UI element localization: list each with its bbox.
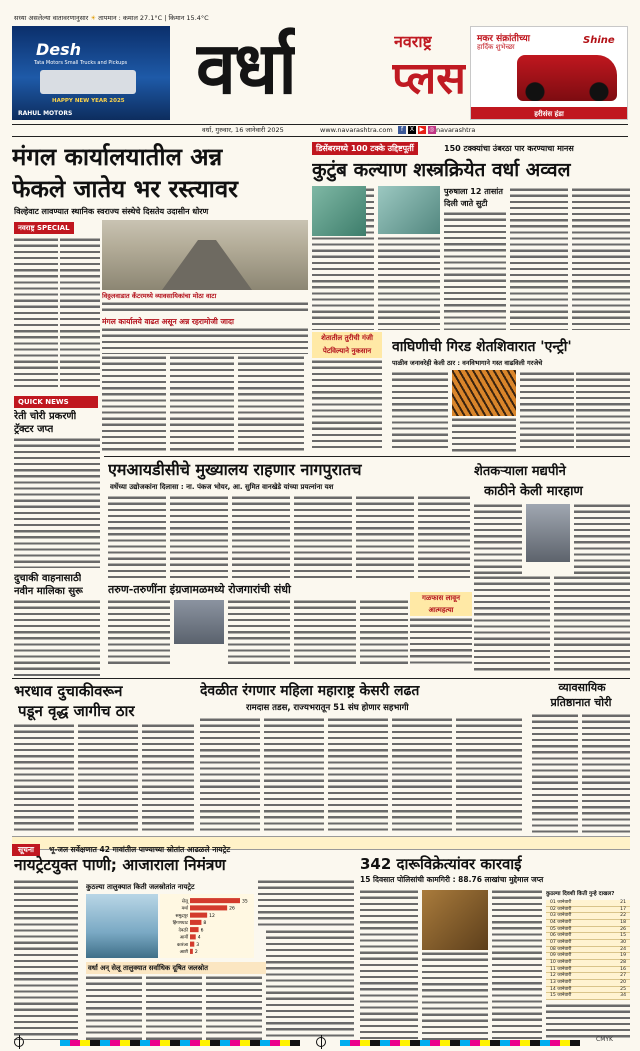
quick-news-label: QUICK NEWS: [14, 396, 98, 408]
table-cell-count: 30: [620, 940, 626, 945]
quick1-headline-line2: ट्रॅक्टर जप्त: [14, 424, 54, 435]
story7-headline: तरुण-तरुणींना इंग्रजामळमध्ये रोजगारांची संधी: [108, 583, 291, 596]
registration-mark-left: [14, 1037, 24, 1047]
instagram-icon: ◎: [429, 126, 435, 133]
table-cell-count: 22: [620, 913, 626, 919]
table-cell-date: 12 जानेवारी: [550, 973, 572, 979]
story3-body-col3: [520, 372, 574, 452]
story11-body-col3: [146, 976, 202, 1040]
story8-body-col2: [78, 724, 138, 834]
story2-kicker2: 150 टक्क्यांचा उंबरठा पार करण्याचा मानस: [444, 144, 574, 153]
dateline-rule-bottom: [12, 136, 628, 137]
story8-headline: भरधाव दुचाकीवरून: [14, 682, 123, 700]
story5-body-col1: [108, 496, 166, 580]
table-cell-count: 34: [620, 993, 626, 999]
notice-label: सूचना: [12, 844, 40, 856]
temperature-readout: तापमान : कमाल 27.1°C | किमान 15.4°C: [98, 14, 209, 22]
table-cell-date: 10 जानेवारी: [550, 960, 572, 965]
table-cell-date: 05 जानेवारी: [550, 926, 572, 932]
story7-body-col3: [294, 600, 356, 664]
story11-side-text: [258, 880, 354, 928]
story10-headline: व्यावसायिक: [558, 681, 606, 694]
chart-bar: [190, 913, 207, 918]
story6-headline-line2: काठीने केली मारहाण: [484, 484, 583, 499]
notice-text: भू-जल सर्वेक्षणात 42 गावांतील पाण्याच्या स्रोतांत आढळले नायट्रेट: [49, 845, 231, 854]
chart-bar: [190, 949, 193, 954]
chart-bar: [190, 920, 201, 925]
chart-category-label: आर्वी: [179, 935, 188, 941]
story4-box-line2: पेटविल्याने नुकसान: [322, 347, 372, 355]
table-cell-date: 15 जानेवारी: [550, 993, 572, 999]
chart-category-label: आष्टी: [179, 950, 188, 956]
tata-motors-ad: [12, 26, 170, 120]
quick2-headline: दुचाकी वाहनासाठी: [14, 573, 82, 584]
story12-bottles-photo: [422, 890, 488, 950]
chart-value-label: 26: [229, 906, 235, 912]
chart-bar: [190, 927, 199, 932]
dateline-website: www.navarashtra.com: [320, 126, 393, 134]
table-cell-count: 17: [620, 906, 626, 912]
table-cell-date: 07 जानेवारी: [550, 940, 572, 945]
story9-headline: देवळीत रंगणार महिला महाराष्ट्र केसरी लढत: [200, 683, 420, 699]
chart-value-label: 12: [209, 913, 215, 919]
chart-value-label: 35: [242, 899, 248, 905]
table-cell-date: 11 जानेवारी: [550, 966, 572, 972]
story7-box: [410, 592, 472, 616]
weather-bar: [14, 12, 214, 24]
story12-body-col3: [492, 890, 542, 1040]
story6-body-col2: [574, 504, 630, 574]
story1-headline-line2: फेकले जातेय भर रस्त्यावर: [12, 175, 238, 203]
x-icon: X: [409, 126, 414, 133]
table-row: [546, 953, 630, 960]
special-tag: नवराष्ट्र SPECIAL: [14, 222, 74, 234]
story1-road-photo: [102, 220, 308, 290]
table-cell-date: 04 जानेवारी: [550, 920, 572, 925]
chart-category-label: देवळी: [178, 928, 188, 934]
story1-body-col5: [170, 356, 234, 452]
story11-chart-title: कुठल्या तालुक्यात किती जलस्रोतांत नायट्रेट: [86, 883, 195, 891]
table-row: [546, 980, 630, 987]
hero-motorcycle-ad: [470, 26, 628, 120]
story7-side-body: [410, 618, 472, 664]
story3-body-col2: [452, 418, 516, 452]
table-row: [546, 900, 630, 907]
page-code: CMYK: [596, 1036, 613, 1043]
story6-body-col4: [554, 576, 630, 674]
dateline-date: वर्धा, गुरुवार, 16 जानेवारी 2025: [202, 126, 284, 134]
story5-body-col2: [170, 496, 228, 580]
table-cell-date: 03 जानेवारी: [550, 913, 572, 919]
story1-body-col3: [102, 328, 308, 354]
story7-box-line1: गळफास लावून: [422, 594, 460, 602]
table-cell-count: 27: [620, 973, 626, 979]
story2-body-col4: [510, 188, 568, 330]
table-row: [546, 940, 630, 947]
story3-tiger-photo: [452, 370, 516, 416]
ad-dealer-name: हरीसंस हंडा: [471, 107, 627, 120]
story1-caption-text: [102, 302, 308, 314]
table-cell-date: 14 जानेवारी: [550, 986, 572, 992]
story8-body-col1: [14, 724, 74, 834]
story9-body-col5: [456, 718, 522, 834]
chart-category-label: समुद्रपूर: [175, 913, 188, 919]
table-row: [546, 973, 630, 980]
story7-body-col1: [108, 600, 170, 664]
story5-subheadline: वर्धेच्या उद्योजकांना दिलासा : ना. पंकज भोयर, आ. सुमित वानखेडे यांच्या प्रयत्नांना यश: [110, 483, 334, 491]
story1-kicker: मंगल कार्यालये वाढत असून अन्न रहरामोजी जादा: [102, 317, 234, 326]
table-cell-count: 28: [620, 960, 626, 965]
masthead-logo: वर्धा: [196, 26, 295, 110]
color-bar: [60, 1040, 300, 1046]
table-cell-date: 13 जानेवारी: [550, 980, 572, 985]
chart-value-label: 6: [200, 928, 204, 934]
table-cell-count: 24: [620, 946, 626, 952]
story5-headline: एमआयडीसीचे मुख्यालय राहणार नागपुरातच: [108, 460, 362, 479]
story2-body-col3: [444, 212, 506, 330]
table-cell-count: 15: [620, 933, 626, 939]
nitrate-bar-chart: [160, 894, 254, 958]
quick1-headline: रेती चोरी प्रकरणी: [14, 411, 77, 422]
story10-body-col2: [582, 714, 630, 834]
story10-headline-line2: प्रतिष्ठानात चोरी: [550, 696, 612, 709]
social-icons: [398, 126, 436, 134]
table-cell-count: 25: [620, 986, 626, 992]
motorcycle-image: [517, 55, 617, 101]
story7-photo: [174, 600, 224, 644]
story12-subheadline: 15 दिवसात पोलिसांची कामगिरी : 88.76 लाखांचा मुद्देमाल जप्त: [360, 875, 544, 884]
table-cell-count: 21: [620, 900, 626, 905]
table-row: [546, 993, 630, 1000]
story2-kicker: डिसेंबरमध्ये 100 टक्के उद्दिष्टपूर्ती: [312, 142, 418, 155]
story7-box-line2: आत्महत्या: [428, 606, 454, 614]
story11-body-col2: [86, 976, 142, 1040]
story5-body-col4: [294, 496, 352, 580]
table-row: [546, 960, 630, 967]
story12-body-col1: [360, 890, 418, 1040]
chart-value-label: 2: [194, 950, 198, 956]
ad-dealer: RAHUL MOTORS: [18, 110, 73, 117]
story1-headline-line1: मंगल कार्यालयातील अन्न: [12, 143, 223, 171]
story2-headline: कुटुंब कल्याण शस्त्रक्रियेत वर्धा अव्वल: [312, 159, 571, 181]
story3-body-col4: [576, 372, 630, 452]
story4-box-line1: शेतातील तुरीची गंजी: [321, 334, 373, 342]
chart-value-label: 4: [197, 935, 201, 941]
table-row: [546, 933, 630, 940]
notice-bar: [12, 836, 630, 854]
table-cell-date: 01 जानेवारी: [550, 900, 572, 905]
ad-subtitle: Tata Motors Small Trucks and Pickups: [34, 60, 128, 66]
chart-value-label: 3: [196, 942, 200, 948]
chart-category-label: वर्धा: [181, 906, 188, 912]
table-cell-count: 18: [620, 920, 626, 925]
story5-top-rule: [104, 456, 630, 457]
story5-body-col3: [232, 496, 290, 580]
chart-category-label: सेलू: [181, 899, 188, 905]
ad-greeting-line1: मकर संक्रांतीच्या: [477, 34, 531, 44]
story2-box-line1: पुरुषाला 12 तासांत: [444, 187, 503, 196]
story9-body-col1: [200, 718, 260, 834]
chart-category-label: कारंजा: [177, 942, 188, 948]
ad-bike-name: Shine: [583, 35, 615, 46]
story4-body: [312, 360, 382, 452]
ad-greeting-line2: हार्दिक शुभेच्छा: [477, 43, 515, 51]
registration-mark-center: [316, 1037, 326, 1047]
row2-top-rule: [12, 678, 630, 679]
road-shape: [162, 240, 252, 290]
story11-water-photo: [86, 894, 158, 958]
story6-headline: शेतकऱ्याला मद्यपीने: [474, 464, 566, 479]
story11-box: वर्धा अन् सेलू तालुक्यात सर्वाधिक दूषित जलस्रोत: [86, 962, 266, 974]
story3-body-col1: [392, 372, 448, 452]
color-bar-right: [340, 1040, 580, 1046]
chart-bar: [190, 934, 196, 939]
masthead-brand-bottom: प्लस: [392, 53, 466, 104]
story9-subheadline: रामदास तडस, राज्यभरातून 51 संघ होणार सहभागी: [246, 703, 409, 713]
quick1-body: [14, 438, 100, 568]
story9-body-col2: [264, 718, 324, 834]
story5-body-col6: [418, 496, 470, 580]
story8-body-col3: [142, 724, 194, 834]
story10-body-col1: [532, 714, 578, 834]
story4-box: [312, 332, 382, 358]
table-cell-date: 08 जानेवारी: [550, 946, 572, 952]
story7-body-col4: [360, 600, 408, 664]
masthead-brand-top: नवराष्ट्र: [394, 32, 432, 51]
story1-body-col4: [102, 356, 166, 452]
story2-doctors-photo: [378, 186, 440, 234]
story1-subheadline: विल्हेवाट लावण्यात स्थानिक स्वराज्य संस्थेचे दिसतेय उदासीन धोरण: [14, 207, 209, 216]
table-row: [546, 920, 630, 927]
story2-body-col5: [572, 188, 630, 330]
facebook-icon: f: [398, 126, 406, 134]
story12-headline: 342 दारूविक्रेत्यांवर कारवाई: [360, 855, 522, 873]
chart-bar: [190, 905, 227, 910]
truck-image: [40, 70, 136, 94]
story3-headline: वाघिणीची गिरड शेतशिवारात 'एन्ट्री': [392, 339, 572, 355]
story3-subheadline: पाळीव जनावरेही केली ठार : वनविभागाने गस्त वाढविली गरजेचे: [392, 359, 543, 367]
story5-body-col5: [356, 496, 414, 580]
table-row: [546, 913, 630, 920]
youtube-icon: ▶: [419, 126, 425, 133]
story6-photo: [526, 504, 570, 562]
story1-body-col2: [60, 238, 100, 390]
sun-icon: ☀: [90, 14, 97, 22]
story11-body-col1: [14, 880, 78, 1040]
dateline-handle: navarashtra: [436, 126, 476, 134]
story2-surgery-photo: [312, 186, 366, 236]
ad-title: Desh: [36, 40, 82, 59]
chart-value-label: 8: [203, 921, 207, 927]
quick2-headline-line2: नवीन मालिका सुरू: [14, 586, 83, 597]
story8-headline-line2: पडून वृद्ध जागीच ठार: [18, 702, 135, 720]
story11-headline: नायट्रेटयुक्त पाणी; आजाराला निमंत्रण: [14, 856, 226, 874]
story7-body-col2: [228, 600, 290, 664]
weather-label: सध्या असलेल्या वातावरणानुसार: [14, 14, 89, 22]
chart-bar: [190, 898, 240, 903]
story12-body-col4: [546, 1004, 630, 1040]
story9-body-col4: [392, 718, 452, 834]
quick2-body: [14, 600, 100, 676]
chart-category-label: हिंगणघाट: [172, 921, 188, 927]
crimes-table: [546, 900, 630, 1000]
story1-body-col1: [14, 238, 58, 390]
story12-body-col2: [422, 952, 488, 1040]
story11-body-col5: [266, 930, 354, 1040]
table-cell-count: 26: [620, 926, 626, 932]
story2-box-line2: दिली जाते सुटी: [444, 199, 488, 208]
story1-body-col6: [238, 356, 304, 452]
table-cell-count: 20: [620, 980, 626, 985]
story9-body-col3: [328, 718, 388, 834]
table-cell-date: 09 जानेवारी: [550, 953, 572, 959]
table-cell-date: 06 जानेवारी: [550, 933, 572, 939]
chart-bar: [190, 942, 194, 947]
table-cell-date: 02 जानेवारी: [550, 906, 572, 912]
table-cell-count: 16: [620, 966, 626, 972]
story12-table-title: कुठल्या दिवशी किती गुन्हे दाखल?: [546, 891, 615, 897]
table-cell-count: 19: [620, 953, 626, 959]
story2-box: [444, 186, 514, 210]
story6-body-col1: [474, 504, 522, 574]
story6-body-col3: [474, 576, 550, 674]
ad-greeting: HAPPY NEW YEAR 2025: [52, 98, 125, 104]
story11-body-col4: [206, 976, 262, 1040]
story1-photo-caption: विठ्ठलवाडात कॅंटरमध्ये व्यावसायिकांचा मोठा वाटा: [102, 292, 217, 300]
